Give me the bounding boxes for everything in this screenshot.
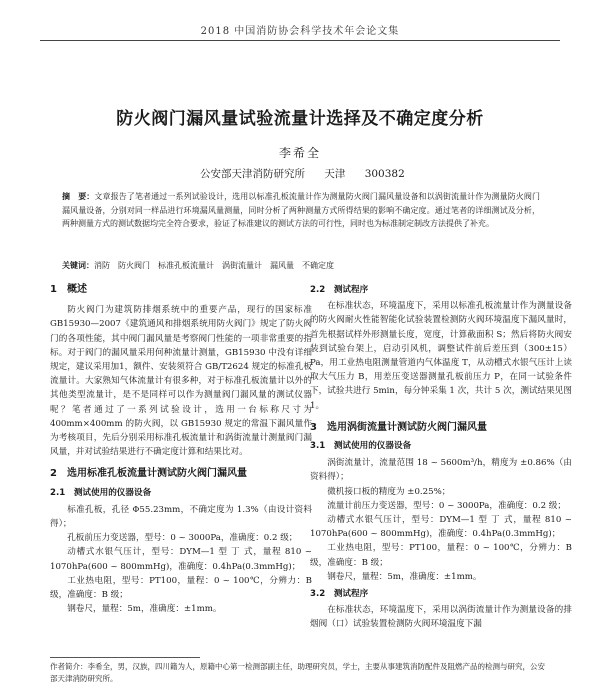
paragraph: 流量计前压力变送器，型号：0 ~ 3000Pa，准确度：0.2 级； bbox=[327, 500, 566, 511]
paragraph: 微机接口板的精度为 ±0.25%； bbox=[327, 486, 451, 497]
section-2-2-title: 2.2 测试程序 bbox=[310, 285, 369, 295]
section-2-title: 2 选用标准孔板流量计测试防火阀门漏风量 bbox=[50, 468, 247, 480]
affiliation-city: 天津 bbox=[324, 168, 346, 180]
section-3-title: 3 选用涡街流量计测试防火阀门漏风量 bbox=[310, 421, 487, 433]
paragraph: 动槽式水银气压计，型号：DYM—1 型 丁 式，量程 810 ~ 1070hPa(600 ~ 800mmHg)，准确度：0.4hPa(0.3mmHg)； bbox=[50, 547, 312, 572]
paragraph: 孔板前压力变送器，型号：0 ~ 3000Pa，准确度：0.2 级； bbox=[67, 533, 298, 544]
affiliation bbox=[200, 166, 421, 181]
paragraph: 涡街流量计，流量范围 18 ~ 5600m³/h，精度为 ±0.86%（由资料得）； bbox=[310, 458, 572, 483]
paragraph: 标准孔板，孔径 Φ55.23mm，不确定度为 1.3%（由设计资料得）； bbox=[50, 504, 312, 530]
affiliation-zip: 300382 bbox=[364, 168, 405, 180]
section-3-2-title: 3.2 测试程序 bbox=[310, 589, 369, 600]
footnote: 作者简介：李希全，男，汉族，四川籍为人，原籍中心第一检测部副主任，助理研究员，学士，主要从事建筑消防配件及阻燃产品的检测与研究，公安部天津消防研究所。 bbox=[50, 662, 545, 683]
paragraph: 防火阀门为建筑防排烟系统中的重要产品，现行的国家标准 GB15930—2007《建筑通风和排烟系统用防火阀门》规定了防火阀门的各项性能，其中阀门漏风量是考察阀门性能的一项非常重要的指标。对于阀门的漏风量采用何种流量计测量，GB15930 中没有详细规定，建议采用加1，额件、安装须符合 GB/T2624 规定的标准孔板流量计。大家熟知气体流量计有很多种，对于标准孔板流量计以外的其他类型流量计，是不是同样可以作为测量阀门漏风量的测试仪器呢？笔者通过了一系列试验设计，选用一台标称尺寸为 400mm×400mm 的防火阀，以 GB15930 规定的常温下漏风量作为考核项目，先后分别采用标准孔板流量计和涡街流量计测量阀门漏风量，并对试验结果进行不确定度计算和结果比对。 bbox=[50, 305, 312, 458]
footnote-rule bbox=[50, 657, 200, 658]
affiliation-org: 公安部天津消防研究所 bbox=[200, 168, 305, 180]
keywords bbox=[62, 259, 540, 272]
running-header: 2018 中国消防协会科学技术年会论文集 bbox=[200, 26, 400, 37]
paper-title: 防火阀门漏风量试验流量计选择及不确定度分析 bbox=[116, 109, 484, 129]
paragraph: 在标准状态，环境温度下，采用以标准孔板流量计作为测量设备的防火阀耐火性能智能化试验装置检测防火阀环境温度下漏风量时，首先根据试样外形测量长度，宽度，计算截面积 S；然后将防火阀安装到试验台架上，启动引风机，调整试件前后差压到（300±15）Pa，用工业热电阻测量管道内气体温度 T，从动槽式水银气压计上读取大气压力 B，用差压变送器测量孔板前压力 P，在同一试验条件下，试验共进行 5min，每分钟采集 1 次，共计 5 次，测试结果见图 1。 bbox=[310, 301, 572, 411]
paragraph: 工业热电阻，型号：PT100，量程：0 ~ 100℃，分辨力：B 级，准确度：B 级； bbox=[50, 575, 312, 601]
section-1-title: 1 概述 bbox=[50, 284, 87, 295]
author-name: 李希全 bbox=[278, 146, 321, 160]
abstract-text: 文章报告了笔者通过一系列试验设计，选用以标准孔板流量计作为测量防火阀门漏风量设备和以涡街流量计作为测量防火阀门漏风量设备，分别对同一样品进行环境漏风量测量，同时分析了两种测量方式所得结果的影响不确定度。通过笔者的详细测试及分析，两种测量方式的测试数据均完全符合要求，验证了标准建议的测试方法的可行性，同时也为标准制定制改方法提供了补充。 bbox=[62, 192, 541, 229]
section-3-1-title: 3.1 测试使用的仪器设备 bbox=[310, 441, 412, 452]
right-column bbox=[310, 283, 572, 632]
abstract-label: 摘 要： bbox=[62, 192, 95, 201]
left-column bbox=[50, 283, 312, 616]
paragraph: 动槽式水银气压计，型号：DYM—1 型 丁 式，量程 810 ~ 1070hPa(600 ~ 800mmHg)，准确度：0.4hPa(0.3mmHg)； bbox=[310, 515, 572, 540]
abstract bbox=[62, 190, 540, 231]
keywords-text: 消防 防火阀门 标准孔板流量计 涡街流量计 漏风量 不确定度 bbox=[94, 261, 334, 270]
keywords-label: 关键词： bbox=[62, 261, 94, 270]
header-rule bbox=[40, 40, 560, 41]
paragraph: 在标准状态，环境温度下，采用以涡街流量计作为测量设备的排烟阀（口）试验装置检测防火阀环境温度下漏 bbox=[310, 605, 572, 630]
section-2-1-title: 2.1 测试使用的仪器设备 bbox=[50, 487, 152, 498]
paragraph: 钢卷尺，量程：5m，准确度：±1mm。 bbox=[327, 571, 482, 582]
paragraph: 钢卷尺，量程：5m，准确度：±1mm。 bbox=[67, 604, 222, 615]
paragraph: 工业热电阻，型号：PT100，量程：0 ~ 100℃，分辨力：B 级，准确度：B 级； bbox=[310, 543, 572, 568]
